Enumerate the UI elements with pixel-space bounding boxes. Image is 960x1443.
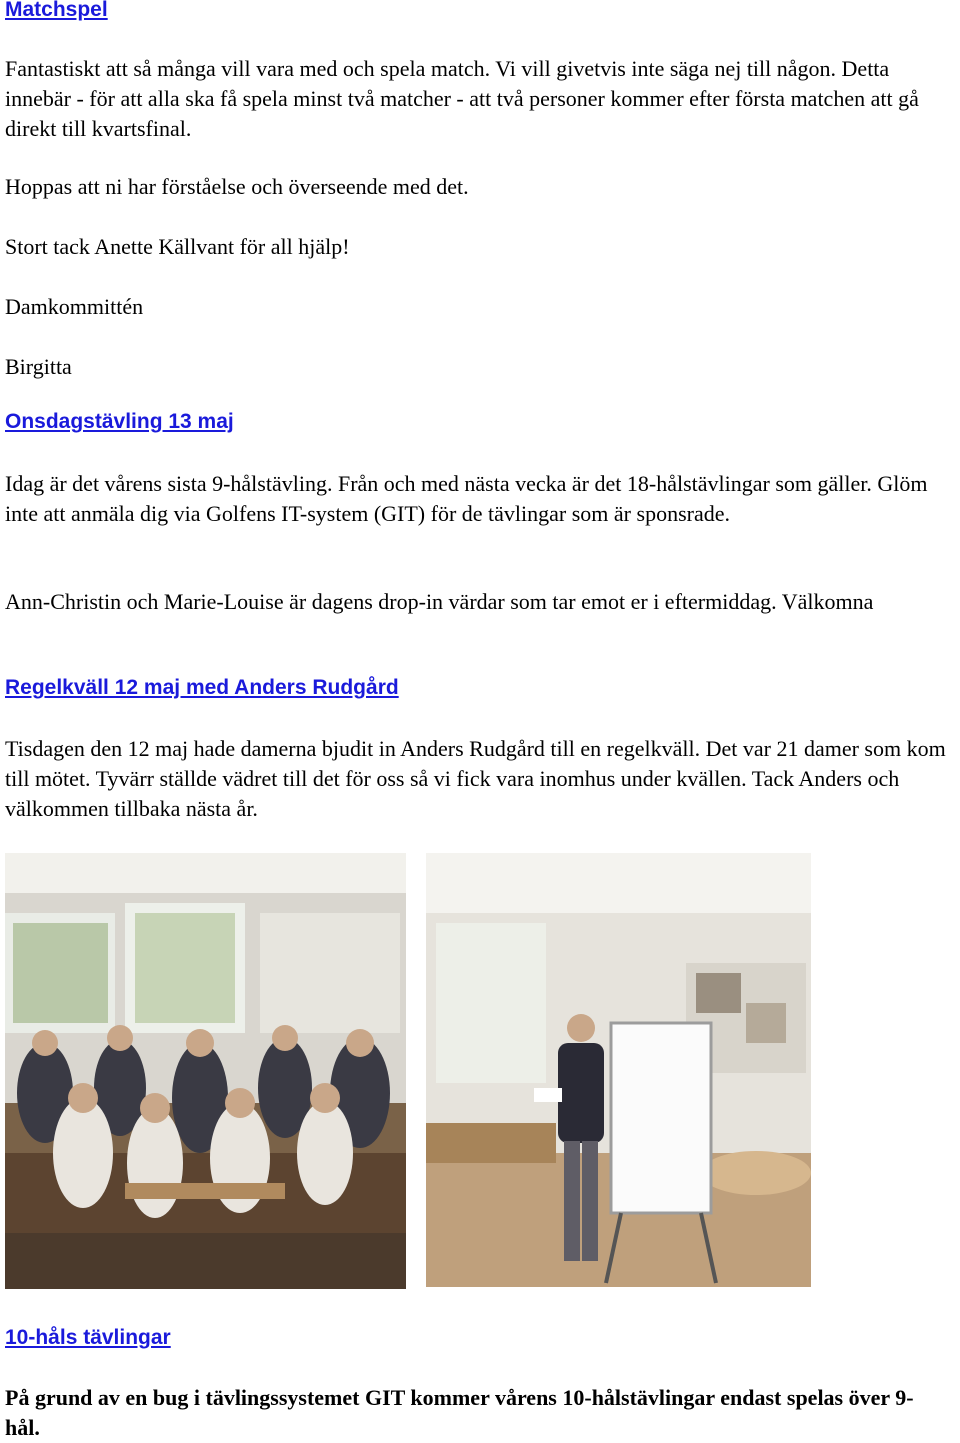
paragraph: Hoppas att ni har förståelse och överseende med det. — [5, 174, 469, 199]
heading-10hals[interactable]: 10-håls tävlingar — [5, 1326, 171, 1349]
photo-audience — [5, 853, 406, 1289]
heading-regelkvall[interactable]: Regelkväll 12 maj med Anders Rudgård — [5, 676, 399, 699]
paragraph: Idag är det vårens sista 9-hålstävling. Från och med nästa vecka är det 18-hålstävlingar som gäller. Glöm inte att anmäla dig via Golfens IT-system (GIT) för de tävlingar som är sponsrade. — [5, 471, 928, 526]
paragraph-bold: På grund av en bug i tävlingssystemet GIT kommer vårens 10-hålstävlingar endast spelas över 9-hål. — [5, 1385, 914, 1440]
paragraph: Ann-Christin och Marie-Louise är dagens drop-in värdar som tar emot er i eftermiddag. Välkomna — [5, 589, 874, 614]
paragraph: Damkommittén — [5, 294, 144, 319]
heading-onsdagstavling[interactable]: Onsdagstävling 13 maj — [5, 410, 234, 433]
paragraph: Tisdagen den 12 maj hade damerna bjudit in Anders Rudgård till en regelkväll. Det var 21 damer som kom till mötet. Tyvärr ställde vädret till det för oss så vi fick vara inomhus under kvällen. Tack Anders och välkommen tillbaka nästa år. — [5, 736, 946, 821]
paragraph: Birgitta — [5, 354, 72, 379]
paragraph: Stort tack Anette Källvant för all hjälp! — [5, 234, 350, 259]
photo-presenter — [426, 853, 811, 1287]
heading-matchspel[interactable]: Matchspel — [5, 0, 108, 21]
paragraph: Fantastiskt att så många vill vara med och spela match. Vi vill givetvis inte säga nej till någon. Detta innebär - för att alla ska få spela minst två matcher - att två personer kommer efter första matchen att gå direkt till kvartsfinal. — [5, 56, 919, 141]
